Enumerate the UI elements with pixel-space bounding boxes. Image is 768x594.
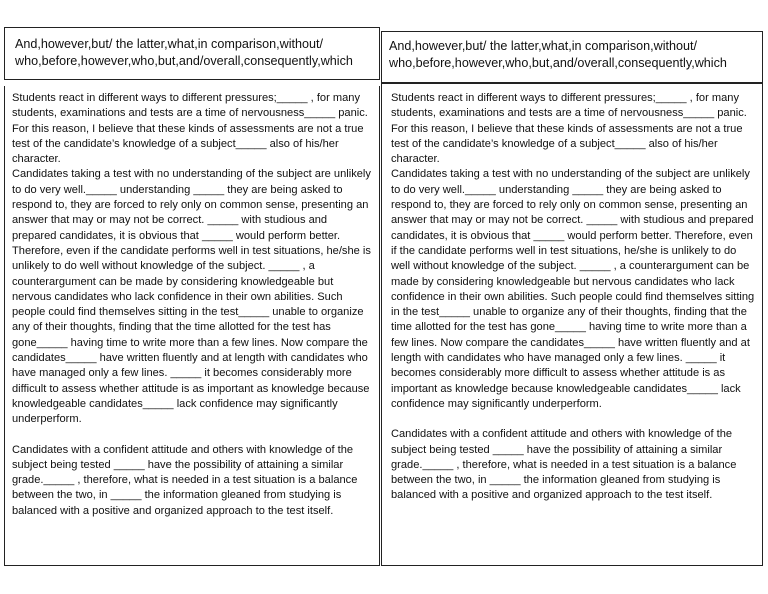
right-word-bank-box [381, 31, 763, 83]
left-paragraph-2: Candidates taking a test with no understanding of the subject are unlikely to do very well._____ understanding _____ they are being asked to respond to, they are forced to rely only on common sense, presenting an answer that may or may not be correct. _____ with studious and prepared candidates, it is obvious that _____ would perform better. Therefore, even if the candidate performs well in test situations, he/she is unlikely to do well without knowledge of the subject. _____ , a counterargument can be made by considering knowledgeable but nervous candidates who lack confidence in their own abilities. Such people could find themselves sitting in the test_____ unable to organize any of their thoughts, finding that the time allotted for the test has gone_____ having time to write more than a few lines. Now compare the candidates_____ have written fluently and at length with candidates who have managed only a few lines. _____ it becomes considerably more difficult to assess whether attitude is as important as knowledge because knowledgeable candidates_____ lack confidence may significantly underperform. [12, 168, 371, 426]
right-word-bank-line-2: who,before,however,who,but,and/overall,consequently,which [389, 56, 727, 70]
right-passage-box [381, 83, 763, 566]
left-word-bank-line-1: And,however,but/ the latter,what,in comparison,without/ [15, 37, 324, 51]
right-paragraph-2: Candidates taking a test with no understanding of the subject are unlikely to do very well._____ understanding _____ they are being asked to respond to, they are forced to rely only on common sense, presenting an answer that may or may not be correct. _____ with studious and prepared candidates, it is obvious that _____ would perform better. Therefore, even if the candidate performs well in test situations, he/she is unlikely to do well without knowledge of the subject. _____ , a counterargument can be made by considering knowledgeable but nervous candidates who lack confidence in their own abilities. Such people could find themselves sitting in the test_____ unable to organize any of their thoughts, finding that the time allotted for the test has gone_____ having time to write more than a few lines. Now compare the candidates_____ have written fluently and at length with candidates who have managed only a few lines. _____ it becomes considerably more difficult to assess whether attitude is as important as knowledge because knowledgeable candidates_____ lack confidence may significantly underperform. [391, 168, 755, 410]
right-word-bank-line-1: And,however,but/ the latter,what,in comparison,without/ [389, 39, 698, 53]
left-paragraph-3: Candidates with a confident attitude and others with knowledge of the subject being tested _____ have the possibility of attaining a similar grade._____ , therefore, what is needed in a test situation is a balance between the two, in _____ the information gleaned from studying is balanced with a positive and organized approach to the test itself. [12, 443, 358, 517]
right-paragraph-3: Candidates with a confident attitude and others with knowledge of the subject being tested _____ have the possibility of attaining a similar grade._____ , therefore, what is needed in a test situation is a balance between the two, in _____ the information gleaned from studying is balanced with a positive and organized approach to the test itself. [391, 428, 737, 502]
right-paragraph-1: Students react in different ways to different pressures;_____ , for many students, examinations and tests are a time of nervousness_____ panic. For this reason, I believe that these kinds of assessments are not a true test of the candidate’s knowledge of a subject_____ also of his/her character. [391, 92, 747, 166]
left-paragraph-1: Students react in different ways to different pressures;_____ , for many students, examinations and tests are a time of nervousness_____ panic. For this reason, I believe that these kinds of assessments are not a true test of the candidate’s knowledge of a subject_____ also of his/her character. [12, 92, 368, 166]
left-word-bank-box [4, 27, 380, 80]
left-word-bank-line-2: who,before,however,who,but,and/overall,consequently,which [15, 54, 353, 68]
left-passage-box [4, 86, 380, 566]
